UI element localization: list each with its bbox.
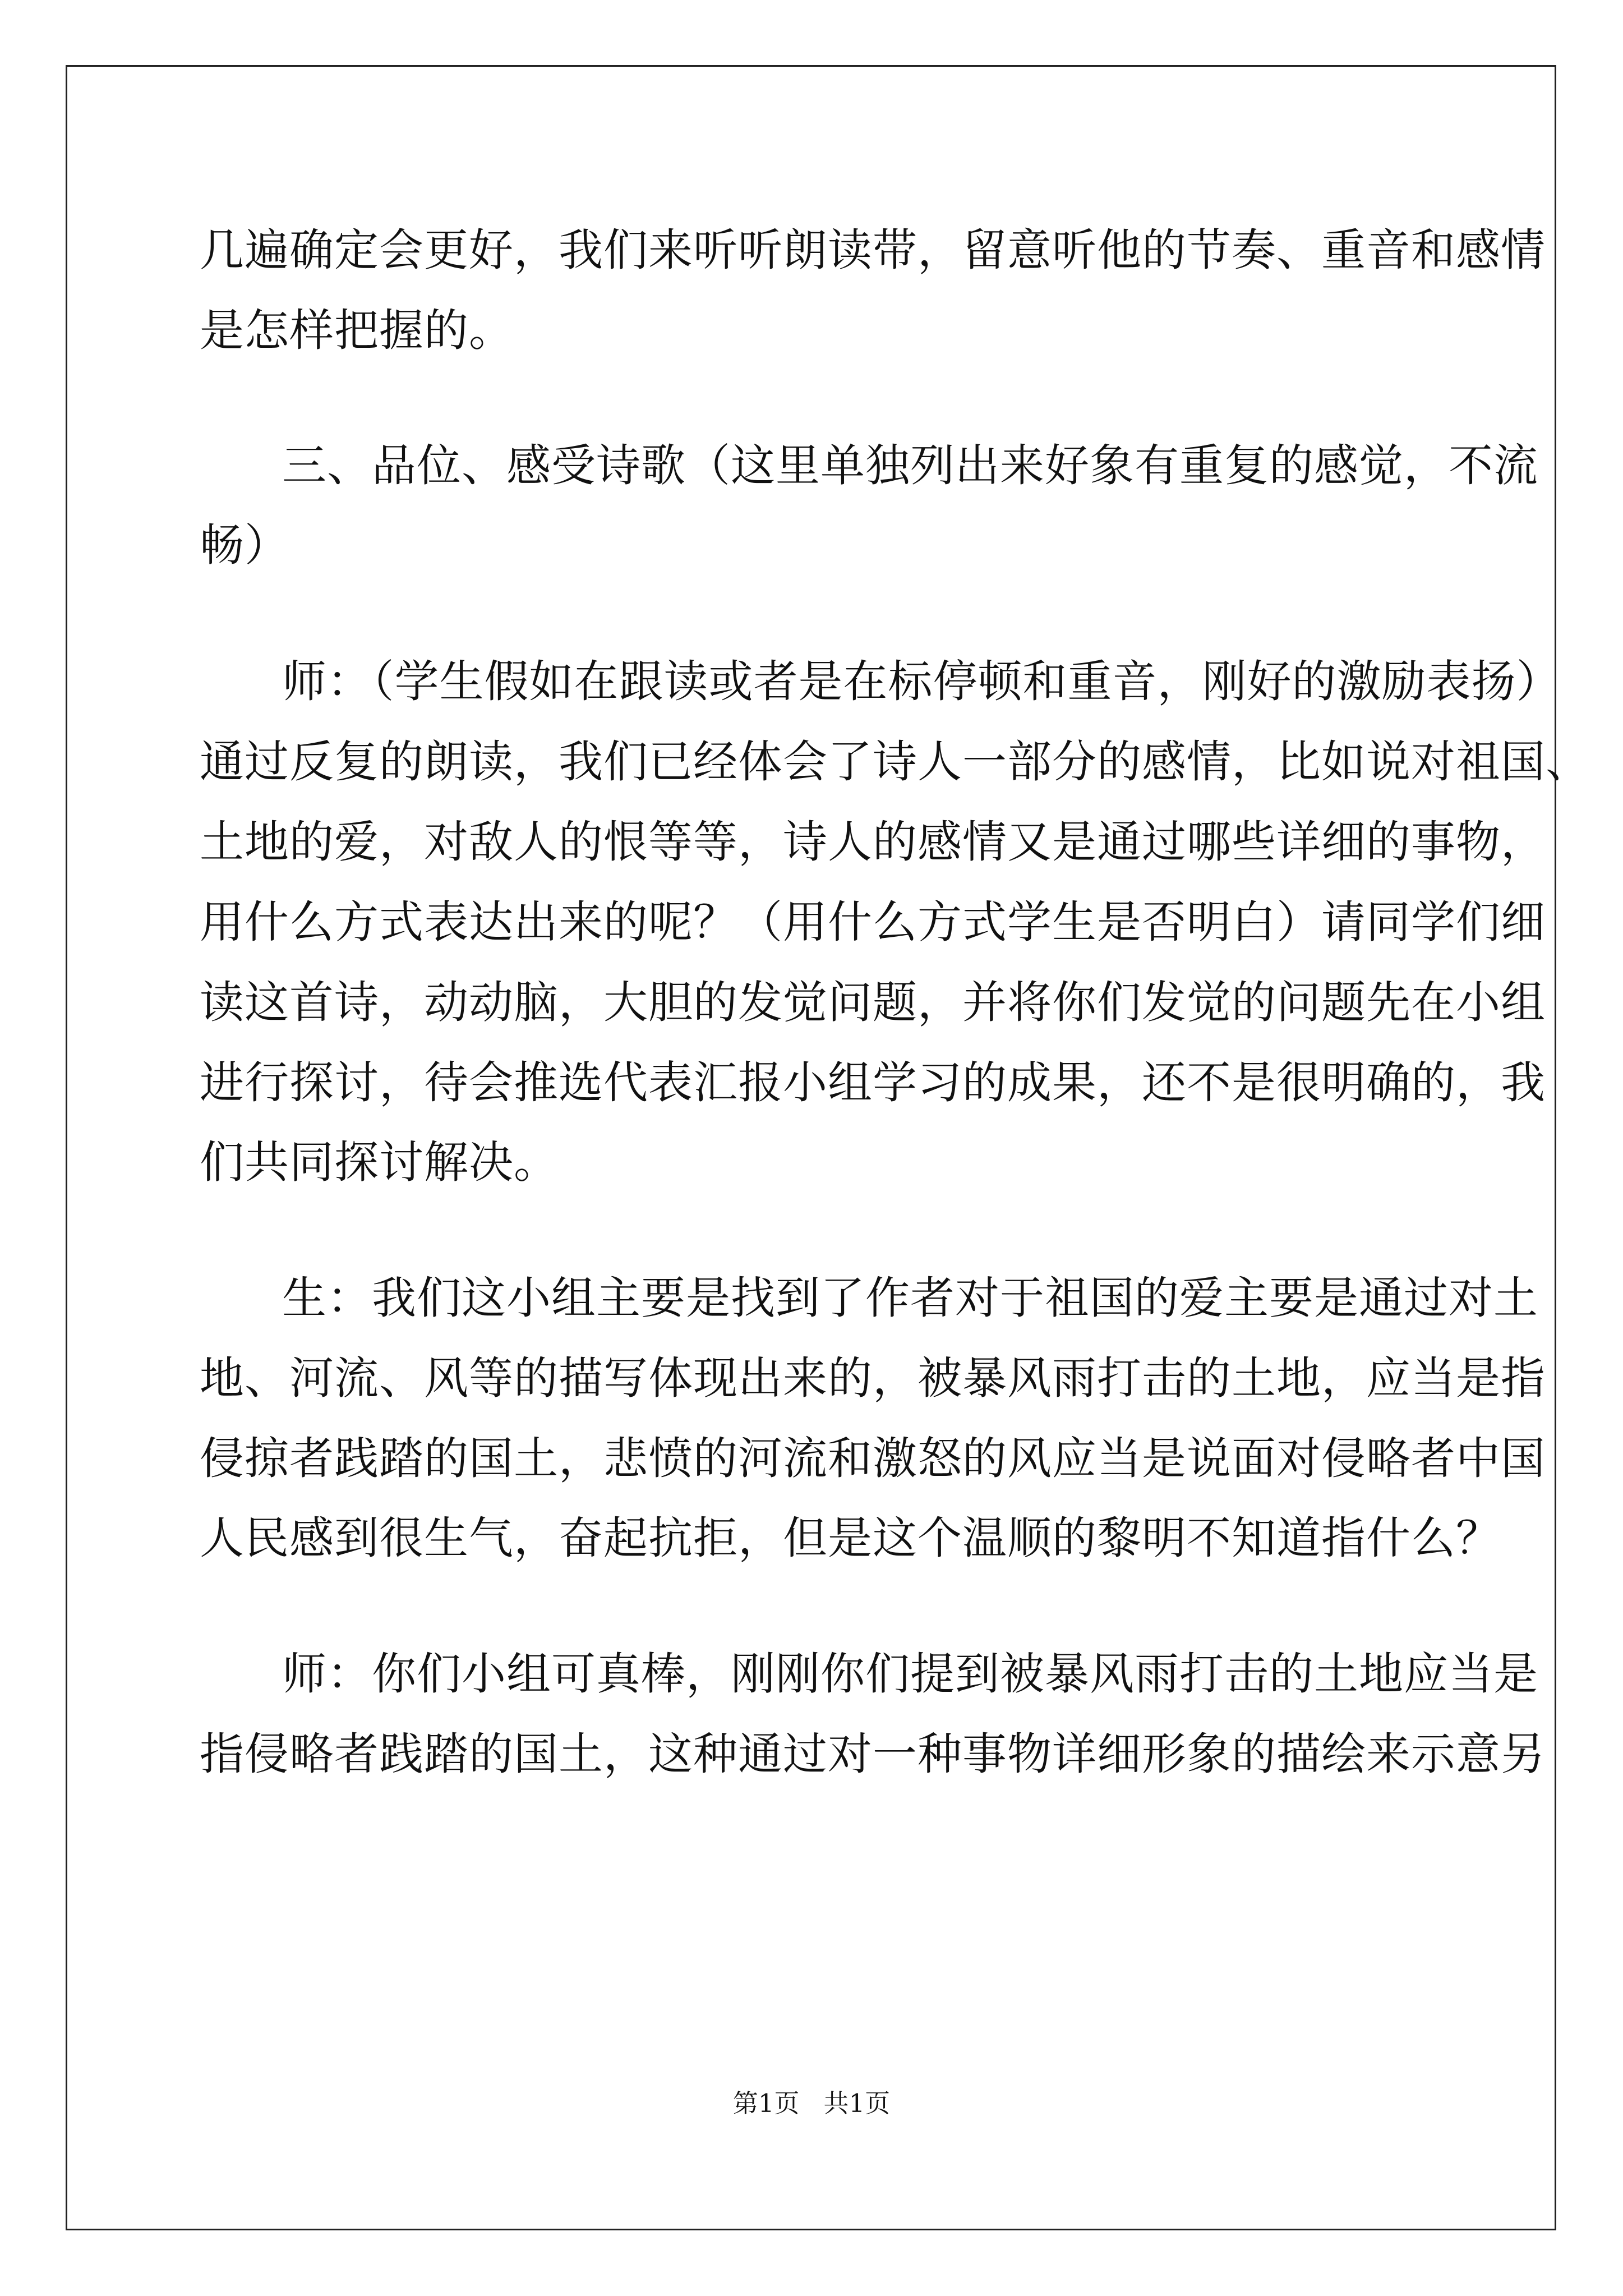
text-line-15: 人民感到很生气，奋起抗拒，但是这个温顺的黎明不知道指什么？ — [200, 1512, 1501, 1564]
text-line-6: 通过反复的朗读，我们已经体会了诗人一部分的感情，比如说对祖国、 — [200, 736, 1590, 788]
text-line-2: 是怎样把握的。 — [200, 305, 514, 356]
student-paragraph: 生：我们这小组主要是找到了作者对于祖国的爱主要是通过对土 — [282, 1272, 1538, 1324]
text-line-17: 指侵略者践踏的国土，这种通过对一种事物详细形象的描绘来示意另 — [200, 1728, 1546, 1780]
text-line-7: 土地的爱，对敌人的恨等等，诗人的感情又是通过哪些详细的事物， — [200, 816, 1546, 868]
text-line-13: 地、河流、风等的描写体现出来的，被暴风雨打击的土地，应当是指 — [200, 1352, 1546, 1404]
text-line-14: 侵掠者践踏的国土，悲愤的河流和激怒的风应当是说面对侵略者中国 — [200, 1433, 1546, 1484]
section-heading-3: 三、品位、感受诗歌（这里单独列出来好象有重复的感觉，不流 — [282, 440, 1538, 491]
text-line-9: 读这首诗，动动脑，大胆的发觉问题，并将你们发觉的问题先在小组 — [200, 977, 1546, 1028]
text-line-10: 进行探讨，待会推选代表汇报小组学习的成果，还不是很明确的，我 — [200, 1057, 1546, 1108]
teacher-paragraph-1: 师：（学生假如在跟读或者是在标停顿和重音，刚好的激励表扬） — [282, 656, 1561, 707]
page-number-footer: 第1页 共1页 — [732, 2088, 891, 2118]
text-line-4: 畅） — [200, 519, 289, 571]
text-line-11: 们共同探讨解决。 — [200, 1137, 559, 1188]
text-line-8: 用什么方式表达出来的呢？（用什么方式学生是否明白）请同学们细 — [200, 896, 1546, 948]
teacher-paragraph-2: 师：你们小组可真棒，刚刚你们提到被暴风雨打击的土地应当是 — [282, 1648, 1538, 1700]
text-line-1: 几遍确定会更好，我们来听听朗读带，留意听他的节奏、重音和感情 — [200, 224, 1546, 276]
